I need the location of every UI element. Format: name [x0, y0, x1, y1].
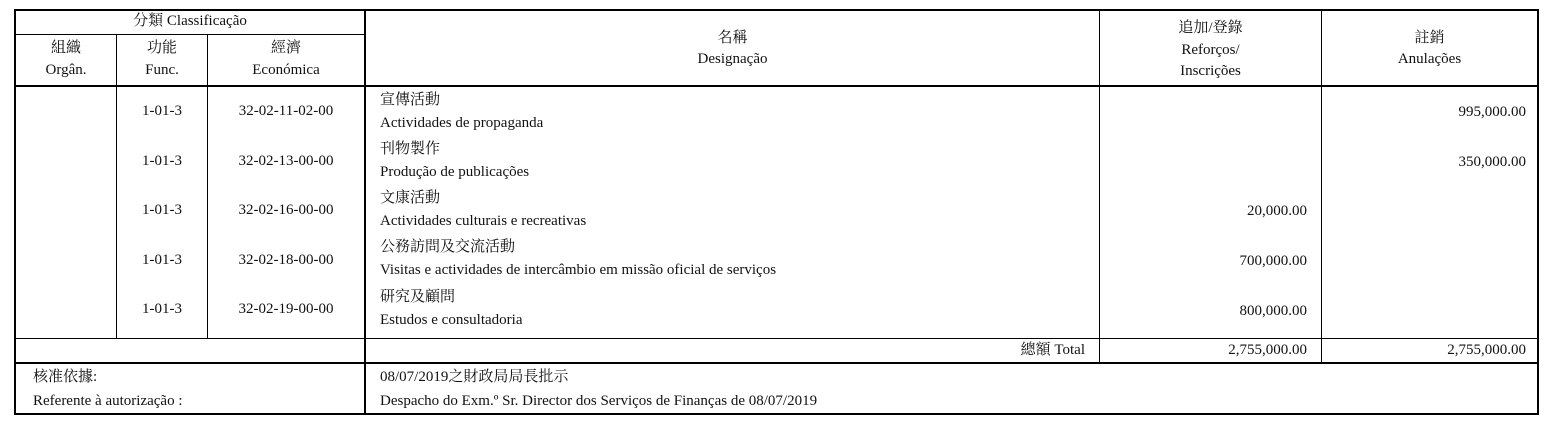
organ-heading-zh: 組織 — [50, 40, 81, 56]
func-heading-zh: 功能 — [146, 40, 177, 56]
designation-pt: Actividades culturais e recreativas — [380, 213, 587, 229]
designation-pt: Estudos e consultadoria — [380, 312, 523, 328]
designation-zh: 公務訪問及交流活動 — [380, 239, 516, 255]
designation-pt: Produção de publicações — [380, 164, 530, 180]
table-border-top — [14, 9, 1539, 11]
econ-code: 32-02-18-00-00 — [238, 252, 334, 268]
authorization-value-zh: 08/07/2019之財政局局長批示 — [380, 369, 569, 385]
authorization-value-pt: Despacho do Exm.º Sr. Director dos Serviços de Finanças de 08/07/2019 — [380, 393, 818, 409]
func-code: 1-01-3 — [142, 202, 182, 218]
total-label: 總額 Total — [1020, 342, 1085, 358]
designation-zh: 宣傳活動 — [380, 92, 441, 108]
designation-heading-pt: Designação — [697, 51, 768, 67]
total-cancellation: 2,755,000.00 — [1447, 342, 1526, 358]
reinforcement-heading-pt2: Inscrições — [1180, 63, 1241, 79]
table-border-bottom — [14, 413, 1539, 415]
authorization-label-pt: Referente à autorização : — [33, 393, 183, 409]
econ-heading-pt: Económica — [252, 62, 320, 78]
econ-code: 32-02-16-00-00 — [238, 202, 334, 218]
reinforcement-amount: 700,000.00 — [1239, 253, 1307, 269]
func-code: 1-01-3 — [142, 301, 182, 317]
reinforcement-heading-zh: 追加/登錄 — [1178, 20, 1243, 36]
cancellation-amount: 350,000.00 — [1458, 154, 1526, 170]
designation-zh: 刊物製作 — [380, 141, 441, 157]
econ-code: 32-02-19-00-00 — [238, 301, 334, 317]
col-rule-func — [207, 34, 208, 338]
designation-pt: Actividades de propaganda — [380, 115, 544, 131]
header-bottom-rule — [14, 85, 1539, 87]
organ-heading-pt: Orgân. — [45, 62, 87, 78]
designation-zh: 研究及顧問 — [380, 289, 456, 305]
func-code: 1-01-3 — [142, 103, 182, 119]
designation-heading-zh: 名稱 — [717, 30, 748, 46]
reinforcement-heading-pt1: Reforços/ — [1181, 42, 1240, 58]
designation-zh: 文康活動 — [380, 190, 441, 206]
func-heading-pt: Func. — [145, 62, 179, 78]
econ-code: 32-02-11-02-00 — [238, 103, 334, 119]
econ-heading-zh: 經濟 — [270, 40, 301, 56]
econ-code: 32-02-13-00-00 — [238, 153, 334, 169]
cancellation-heading-zh: 註銷 — [1414, 30, 1445, 46]
func-code: 1-01-3 — [142, 252, 182, 268]
authorization-label-zh: 核准依據: — [33, 369, 98, 385]
func-code: 1-01-3 — [142, 153, 182, 169]
table-border-right — [1537, 9, 1539, 415]
classification-heading: 分類 Classificação — [133, 13, 247, 29]
total-reinforcement: 2,755,000.00 — [1228, 342, 1307, 358]
total-top-rule — [14, 338, 1539, 339]
total-bottom-rule — [14, 362, 1539, 364]
reinforcement-amount: 800,000.00 — [1239, 303, 1307, 319]
classification-divider — [14, 34, 365, 35]
reinforcement-amount: 20,000.00 — [1247, 203, 1307, 219]
col-rule-organ — [116, 34, 117, 338]
cancellation-heading-pt: Anulações — [1397, 51, 1462, 67]
designation-pt: Visitas e actividades de intercâmbio em missão oficial de serviços — [380, 262, 777, 278]
cancellation-amount: 995,000.00 — [1458, 104, 1526, 120]
